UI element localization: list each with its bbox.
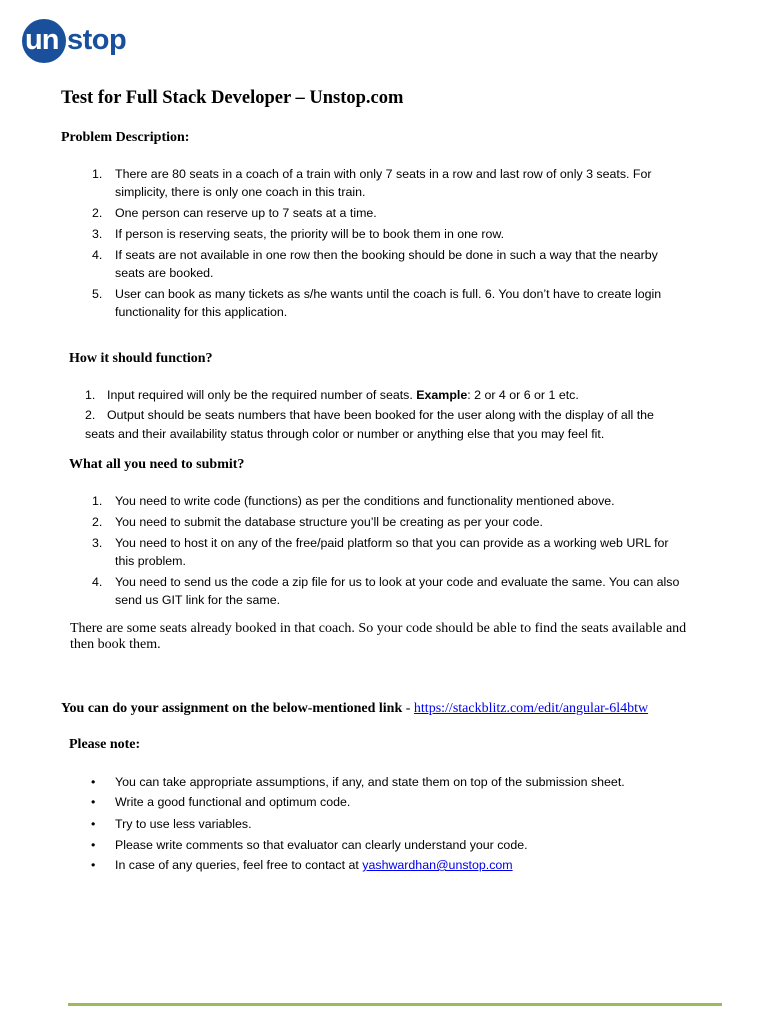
problem-item-5-line-2: functionality for this application. bbox=[115, 305, 288, 319]
problem-item-5-line-1: User can book as many tickets as s/he wants until the coach is full. 6. You don’t have to create login bbox=[115, 287, 662, 301]
function-item-1-text: Input required will only be the required number of seats. bbox=[107, 388, 417, 402]
function-heading: How it should function? bbox=[69, 351, 213, 366]
submit-item-3-number: 3. bbox=[92, 536, 103, 550]
contact-text: In case of any queries, feel free to contact at bbox=[115, 858, 363, 872]
problem-item-1-line-1: There are 80 seats in a coach of a train with only 7 seats in a row and last row of only 3 seats. For bbox=[115, 167, 652, 181]
note-item-1: You can take appropriate assumptions, if any, and state them on top of the submission sheet. bbox=[115, 775, 625, 789]
stackblitz-link[interactable]: https://stackblitz.com/edit/angular-6l4btw bbox=[413, 701, 649, 716]
problem-heading: Problem Description: bbox=[61, 130, 190, 145]
function-item-2-line-1: Output should be seats numbers that have been booked for the user along with the display of all the bbox=[107, 408, 654, 422]
contact-email-link[interactable]: yashwardhan@unstop.com bbox=[362, 858, 513, 872]
submit-item-4-line-1: You need to send us the code a zip file for us to look at your code and evaluate the same. You can also bbox=[115, 575, 680, 589]
assignment-dash: - bbox=[402, 701, 414, 716]
problem-item-5-number: 5. bbox=[92, 287, 103, 301]
note-bullet-3: • bbox=[91, 817, 96, 831]
problem-item-4-line-1: If seats are not available in one row then the booking should be done in such a way that the nearby bbox=[115, 248, 658, 262]
note-item-3: Try to use less variables. bbox=[115, 817, 252, 831]
submit-item-2-number: 2. bbox=[92, 515, 103, 529]
submit-item-1-number: 1. bbox=[92, 494, 103, 508]
footer-divider bbox=[68, 1003, 722, 1006]
note-bullet-1: • bbox=[91, 775, 96, 789]
please-note-heading: Please note: bbox=[69, 737, 141, 752]
logo-text-stop: stop bbox=[67, 24, 127, 56]
seats-booked-note: There are some seats already booked in that coach. So your code should be able to find the seats available and then book them. bbox=[70, 621, 687, 652]
unstop-logo bbox=[22, 19, 140, 63]
function-item-1-example-values: : 2 or 4 or 6 or 1 etc. bbox=[467, 388, 579, 402]
function-item-1-example-label: Example bbox=[416, 388, 468, 402]
problem-item-3-number: 3. bbox=[92, 227, 103, 241]
function-item-2-number: 2. bbox=[85, 408, 96, 422]
submit-item-3-line-1: You need to host it on any of the free/paid platform so that you can provide as a working web URL for bbox=[115, 536, 669, 550]
note-bullet-5: • bbox=[91, 858, 96, 872]
problem-item-2-line-1: One person can reserve up to 7 seats at a time. bbox=[115, 206, 377, 220]
note-item-5 bbox=[115, 856, 715, 875]
note-item-2: Write a good functional and optimum code. bbox=[115, 795, 351, 809]
submit-item-1-line-1: You need to write code (functions) as per the conditions and functionality mentioned above. bbox=[115, 494, 615, 508]
note-bullet-4: • bbox=[91, 838, 96, 852]
function-item-2-line-2: seats and their availability status through color or number or anything else that you may feel fit. bbox=[85, 427, 605, 441]
note-bullet-2: • bbox=[91, 795, 96, 809]
assignment-text: You can do your assignment on the below-mentioned link bbox=[61, 701, 403, 716]
submit-heading: What all you need to submit? bbox=[69, 457, 245, 472]
function-item-1-number: 1. bbox=[85, 388, 96, 402]
problem-item-3-line-1: If person is reserving seats, the priority will be to book them in one row. bbox=[115, 227, 505, 241]
problem-item-4-number: 4. bbox=[92, 248, 103, 262]
problem-item-4-line-2: seats are booked. bbox=[115, 266, 214, 280]
submit-item-4-line-2: send us GIT link for the same. bbox=[115, 593, 281, 607]
assignment-line bbox=[61, 701, 648, 717]
logo-text-un: un bbox=[25, 24, 59, 56]
page-title: Test for Full Stack Developer – Unstop.com bbox=[61, 88, 404, 108]
submit-item-2-line-1: You need to submit the database structure you’ll be creating as per your code. bbox=[115, 515, 543, 529]
submit-item-4-number: 4. bbox=[92, 575, 103, 589]
submit-item-3-line-2: this problem. bbox=[115, 554, 186, 568]
problem-item-2-number: 2. bbox=[92, 206, 103, 220]
problem-item-1-line-2: simplicity, there is only one coach in this train. bbox=[115, 185, 366, 199]
note-item-4: Please write comments so that evaluator can clearly understand your code. bbox=[115, 838, 528, 852]
function-item-1 bbox=[107, 386, 707, 405]
problem-item-1-number: 1. bbox=[92, 167, 103, 181]
